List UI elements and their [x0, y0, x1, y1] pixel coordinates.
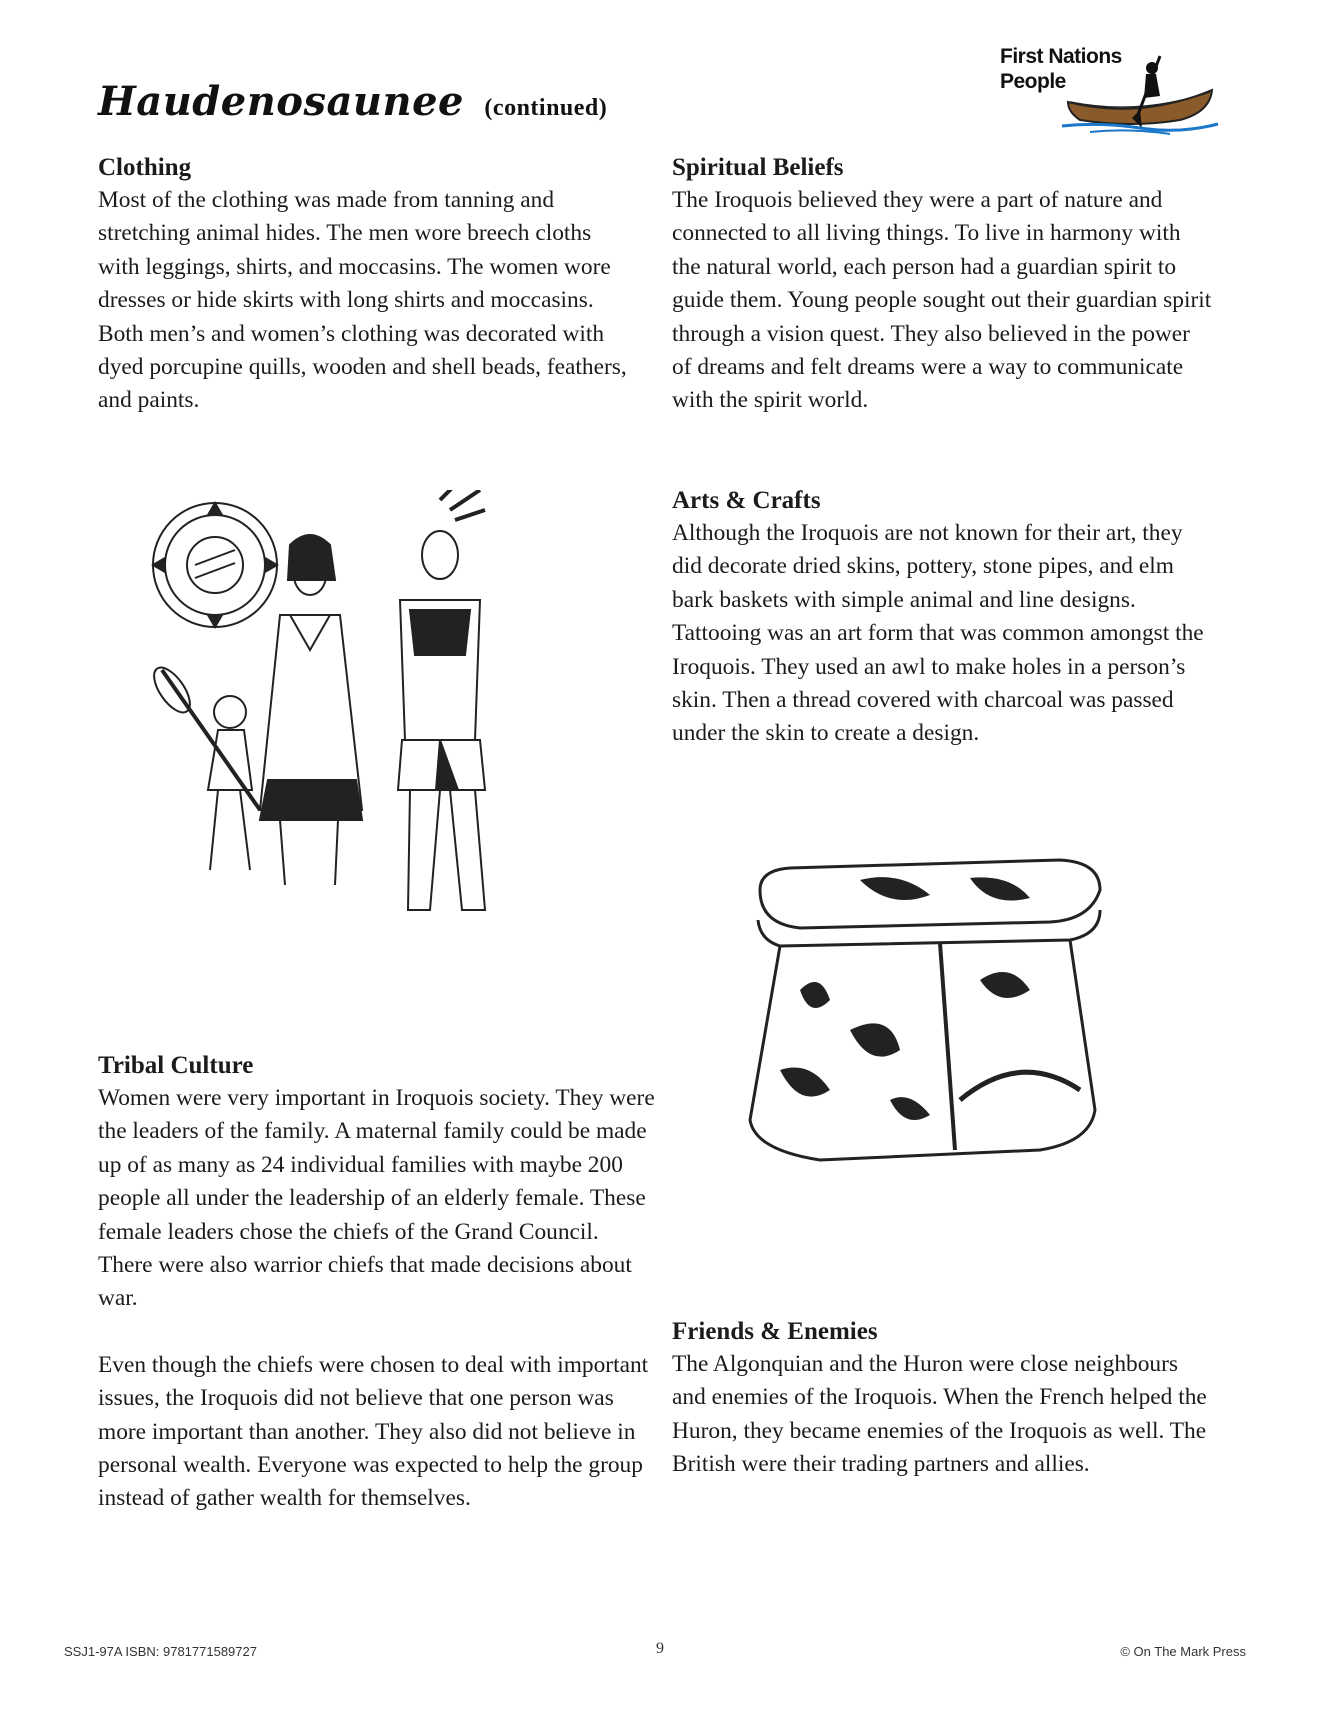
clothing-body: Most of the clothing was made from tanning and stretching animal hides. The men wore breech cloths with leggings, shirts, and moccasins. The women wore dresses or hide skirts with long shirts and moccasins. Both men’s and women’s clothing was decorated with dyed porcupine quills, wooden and shell beads, feathers, and paints.	[98, 187, 627, 414]
section-clothing	[98, 152, 638, 418]
arts-body: Although the Iroquois are not known for their art, they did decorate dried skins, pottery, stone pipes, and elm bark baskets with simple animal and line designs. Tattooing was an art form that was common amongst the Iroquois. They used an awl to make holes in a person’s skin. Then a thread covered with charcoal was passed under the skin to create a design.	[672, 520, 1204, 747]
child-figure	[147, 662, 260, 870]
arts-heading: Arts & Crafts	[672, 487, 821, 514]
page-title-main: Haudenosaunee	[98, 78, 464, 125]
family-illustration	[140, 490, 580, 980]
series-logo	[1000, 40, 1220, 135]
section-friends-enemies	[672, 1316, 1212, 1482]
section-arts-crafts	[672, 485, 1212, 751]
man-figure	[398, 490, 485, 910]
footer-isbn: SSJ1-97A ISBN: 9781771589727	[64, 1644, 257, 1659]
friends-heading: Friends & Enemies	[672, 1318, 878, 1345]
page-title	[98, 78, 607, 125]
elm-bark-basket-illustration	[740, 850, 1120, 1190]
medallion-icon	[153, 503, 277, 627]
logo-line-1: First Nations	[1000, 45, 1122, 68]
tribal-body-1: Women were very important in Iroquois society. They were the leaders of the family. A maternal family could be made up of as many as 24 individual families with maybe 200 people all under the leadership of an elderly female. These female leaders chose the chiefs of the Grand Council. There were also warrior chiefs that made decisions about war.	[98, 1085, 655, 1312]
tribal-heading: Tribal Culture	[98, 1052, 254, 1079]
clothing-heading: Clothing	[98, 154, 192, 181]
spiritual-heading: Spiritual Beliefs	[672, 154, 844, 181]
section-tribal-culture	[98, 1050, 658, 1516]
page-number: 9	[656, 1640, 664, 1657]
logo-line-2: People	[1000, 70, 1066, 93]
page-title-suffix: (continued)	[484, 95, 608, 121]
woman-figure	[260, 535, 362, 885]
spiritual-body: The Iroquois believed they were a part of nature and connected to all living things. To live in harmony with the natural world, each person had a guardian spirit to guide them. Young people sought out their guardian spirit through a vision quest. They also believed in the power of dreams and felt dreams were a way to communicate with the spirit world.	[672, 187, 1212, 414]
friends-body: The Algonquian and the Huron were close neighbours and enemies of the Iroquois. When the French helped the Huron, they became enemies of the Iroquois as well. The British were their trading partners and allies.	[672, 1351, 1207, 1478]
canoe-paddler-icon	[1060, 50, 1220, 135]
tribal-body-2: Even though the chiefs were chosen to deal with important issues, the Iroquois did not believe that one person was more important than another. They also did not believe in personal wealth. Everyone was expected to help the group instead of gather wealth for themselves.	[98, 1351, 649, 1512]
footer-publisher: © On The Mark Press	[1120, 1644, 1246, 1659]
section-spiritual-beliefs	[672, 152, 1212, 418]
